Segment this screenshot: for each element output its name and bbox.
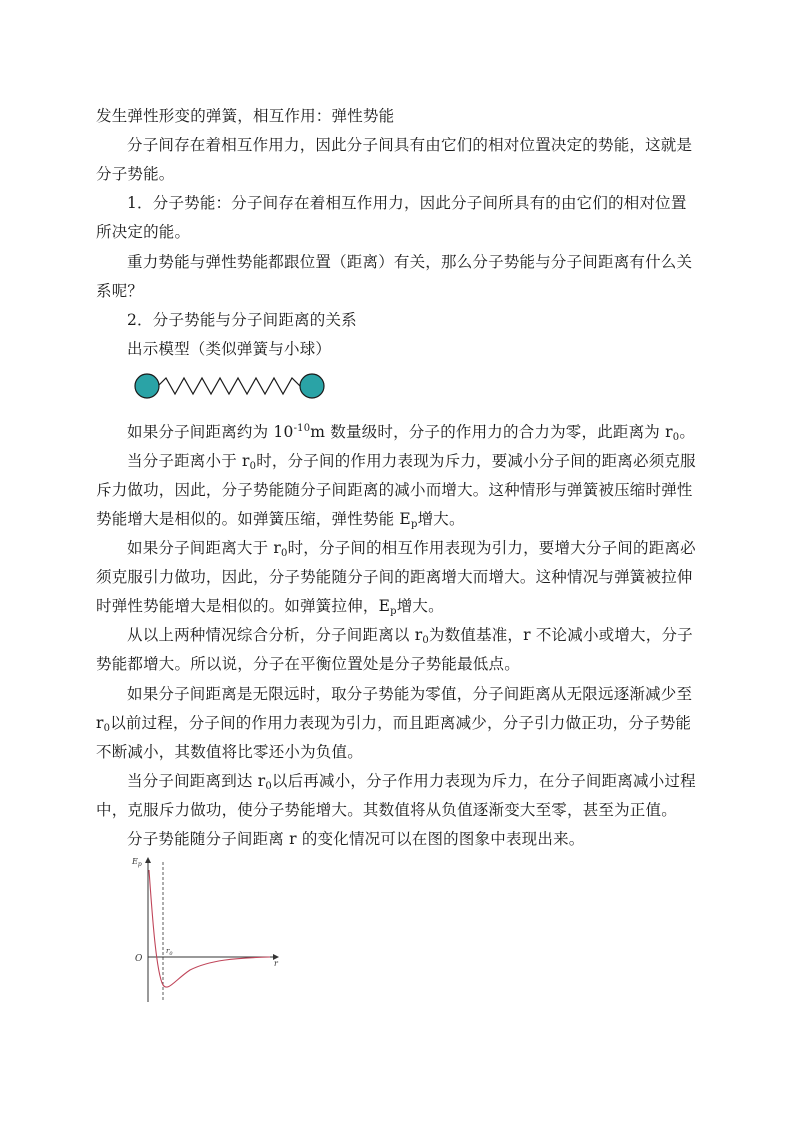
paragraph-equilibrium-distance: 如果分子间距离约为 $10^{-10}m$ 数量级时，分子的作用力的合力为零，此距离为 $r_0$。 <box>127 423 696 443</box>
text-line: 势能增大是相似的。如弹簧压缩，弹性势能 $E_p$增大。 <box>96 510 465 530</box>
text-line: 时弹性势能增大是相似的。如弹簧拉伸，$E_p$增大。 <box>96 597 444 617</box>
potential-energy-graph <box>130 852 290 1012</box>
paragraph-definition: 1．分子势能：分子间存在着相互作用力，因此分子间所具有的由它们的相对位置 <box>127 194 687 212</box>
paragraph-summary: 从以上两种情况综合分析，分子间距离以 $r_0$为数值基准，r 不论减小或增大，分子 <box>127 626 693 646</box>
section-heading: 2．分子势能与分子间距离的关系 <box>127 311 357 329</box>
text-line: 分子势能。 <box>96 165 175 183</box>
text-line: 发生弹性形变的弹簧，相互作用：弹性势能 <box>96 107 395 125</box>
paragraph-attraction: 如果分子间距离大于 $r_0$时，分子间的相互作用表现为引力，要增大分子间的距离必 <box>127 539 696 559</box>
x-axis-label: r <box>274 959 278 968</box>
text-line: 须克服引力做功，因此，分子势能随分子间的距离增大而增大。这种情况与弹簧被拉伸 <box>96 568 693 586</box>
ball-right-icon <box>300 374 324 398</box>
text-line: 中，克服斥力做功，使分子势能增大。其数值将从负值逐渐变大至零，甚至为正值。 <box>96 801 677 819</box>
text-line: 不断减小，其数值将比零还小为负值。 <box>96 743 363 761</box>
text-line: 系呢？ <box>96 282 144 300</box>
y-axis-label: $E_p$ <box>132 857 142 868</box>
paragraph-repulsion: 当分子距离小于 $r_0$时，分子间的作用力表现为斥力，要减小分子间的距离必须克服 <box>127 452 696 472</box>
r0-label: $r_0$ <box>166 947 173 957</box>
text-line: 势能都增大。所以说，分子在平衡位置处是分子势能最低点。 <box>96 655 520 673</box>
ball-left-icon <box>135 374 159 398</box>
paragraph-molecular-potential-intro: 分子间存在着相互作用力，因此分子间具有由它们的相对位置决定的势能，这就是 <box>127 136 693 154</box>
potential-curve <box>149 870 270 987</box>
spring-ball-model <box>130 368 330 404</box>
spring-icon <box>158 378 300 394</box>
origin-label: O <box>135 954 143 964</box>
paragraph-infinite-distance: 如果分子间距离是无限远时，取分子势能为零值，分子间距离从无限远逐渐减少至 <box>127 685 693 703</box>
text-line: 斥力做功，因此，分子势能随分子间距离的减小而增大。这种情形与弹簧被压缩时弹性 <box>96 481 693 499</box>
text-line: 出示模型（类似弹簧与小球） <box>127 340 332 358</box>
text-line: $r_0$以前过程，分子间的作用力表现为引力，而且距离减少，分子引力做正功，分子势能 <box>96 714 692 734</box>
text-line: 所决定的能。 <box>96 223 191 241</box>
paragraph-question: 重力势能与弹性势能都跟位置（距离）有关，那么分子势能与分子间距离有什么关 <box>127 253 693 271</box>
paragraph-below-r0: 当分子间距离到达 $r_0$以后再减小，分子作用力表现为斥力，在分子间距离减小过程 <box>127 772 696 792</box>
paragraph-graph-intro: 分子势能随分子间距离 r 的变化情况可以在图的图象中表现出来。 <box>127 830 585 848</box>
